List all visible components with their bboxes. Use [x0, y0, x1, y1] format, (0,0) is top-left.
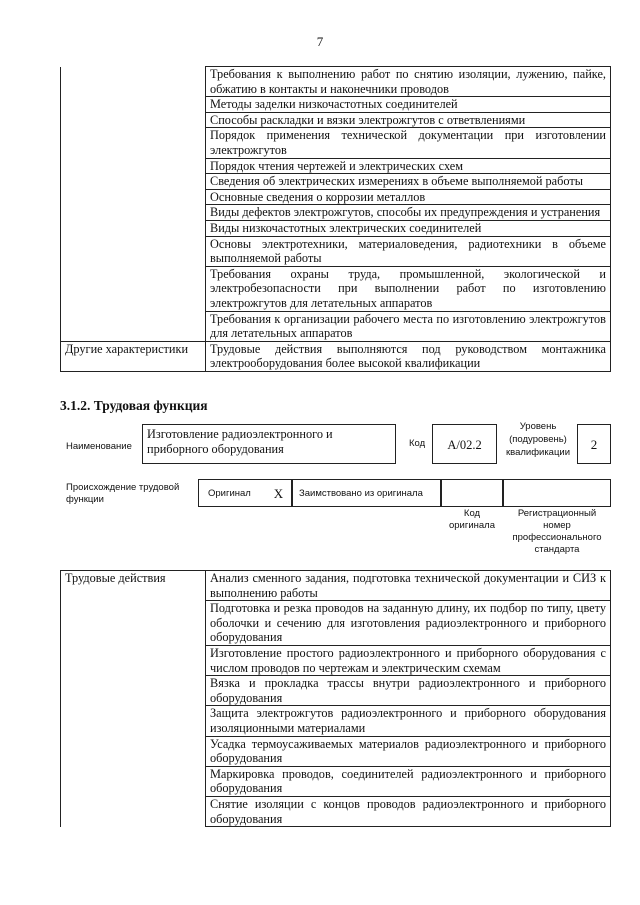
function-name-box: Изготовление радиоэлектронного и приборного оборудования: [142, 424, 396, 464]
labor-actions-table: [60, 570, 611, 827]
table-cell: Основные сведения о коррозии металлов: [206, 189, 611, 205]
table-row: [61, 341, 611, 371]
table-row: [61, 67, 611, 97]
other-characteristics-text: Трудовые действия выполняются под руководством монтажника электрооборудования более высокой квалификации: [206, 341, 611, 371]
table-cell: Сведения об электрических измерениях в объеме выполняемой работы: [206, 174, 611, 190]
table-cell: Способы раскладки и вязки электрожгутов с ответвлениями: [206, 112, 611, 128]
table-cell: Виды низкочастотных электрических соединителей: [206, 220, 611, 236]
registration-number-cell: [503, 479, 611, 507]
knowledge-table: [60, 66, 611, 372]
table-cell: Порядок применения технической документации при изготовлении электрожгутов: [206, 128, 611, 158]
original-mark: Х: [266, 479, 292, 507]
table-cell: Анализ сменного задания, подготовка технической документации и СИЗ к выполнению работы: [206, 571, 611, 601]
table-cell: Подготовка и резка проводов на заданную длину, их подбор по типу, цвету оболочки и сечению для изготовления радиоэлектронного и приборного оборудования: [206, 601, 611, 646]
table-cell: Снятие изоляции с концов проводов радиоэлектронного и приборного оборудования: [206, 796, 611, 826]
qualification-level-box: 2: [577, 424, 611, 464]
other-characteristics-label: Другие характеристики: [61, 341, 206, 371]
table-cell: Методы заделки низкочастотных соединителей: [206, 97, 611, 113]
table-cell: Усадка термоусаживаемых материалов радиоэлектронного и приборного оборудования: [206, 736, 611, 766]
table-cell: Маркировка проводов, соединителей радиоэлектронного и приборного оборудования: [206, 766, 611, 796]
table-cell: Порядок чтения чертежей и электрических схем: [206, 158, 611, 174]
table-cell: Защита электрожгутов радиоэлектронного и приборного оборудования изоляционными материалами: [206, 706, 611, 736]
original-code-caption: Код оригинала: [448, 508, 495, 531]
code-label: Код: [409, 438, 426, 449]
section-title: 3.1.2. Трудовая функция: [60, 398, 208, 413]
table-cell: Изготовление простого радиоэлектронного и приборного оборудования с числом проводов по чертежам и электрическим схемам: [206, 645, 611, 675]
page-number: 7: [316, 34, 324, 49]
table-cell-empty: [61, 67, 206, 342]
table-row: [61, 571, 611, 601]
labor-actions-label: Трудовые действия: [61, 571, 206, 827]
origin-label: Происхождение трудовой функции: [66, 482, 180, 505]
original-code-cell: [441, 479, 503, 507]
table-cell: Виды дефектов электрожгутов, способы их предупреждения и устранения: [206, 205, 611, 221]
registration-number-caption: Регистрационный номер профессионального стандарта: [512, 508, 602, 555]
borrowed-cell: Заимствовано из оригинала: [292, 479, 441, 507]
qualification-level-label: Уровень (подуровень) квалификации: [505, 421, 571, 458]
table-cell: Требования к организации рабочего места по изготовлению электрожгутов для летательных аппаратов: [206, 311, 611, 341]
table-cell: Вязка и прокладка трассы внутри радиоэлектронного и приборного оборудования: [206, 676, 611, 706]
table-cell: Основы электротехники, материаловедения, радиотехники в объеме выполняемой работы: [206, 236, 611, 266]
function-code-box: А/02.2: [432, 424, 497, 464]
table-cell: Требования к выполнению работ по снятию изоляции, лужению, пайке, обжатию в контакты и наконечники проводов: [206, 67, 611, 97]
original-cell: Оригинал: [198, 479, 266, 507]
table-cell: Требования охраны труда, промышленной, экологической и электробезопасности при выполнении работ по изготовлению электрожгутов для летательных аппаратов: [206, 266, 611, 311]
name-label: Наименование: [66, 441, 132, 452]
